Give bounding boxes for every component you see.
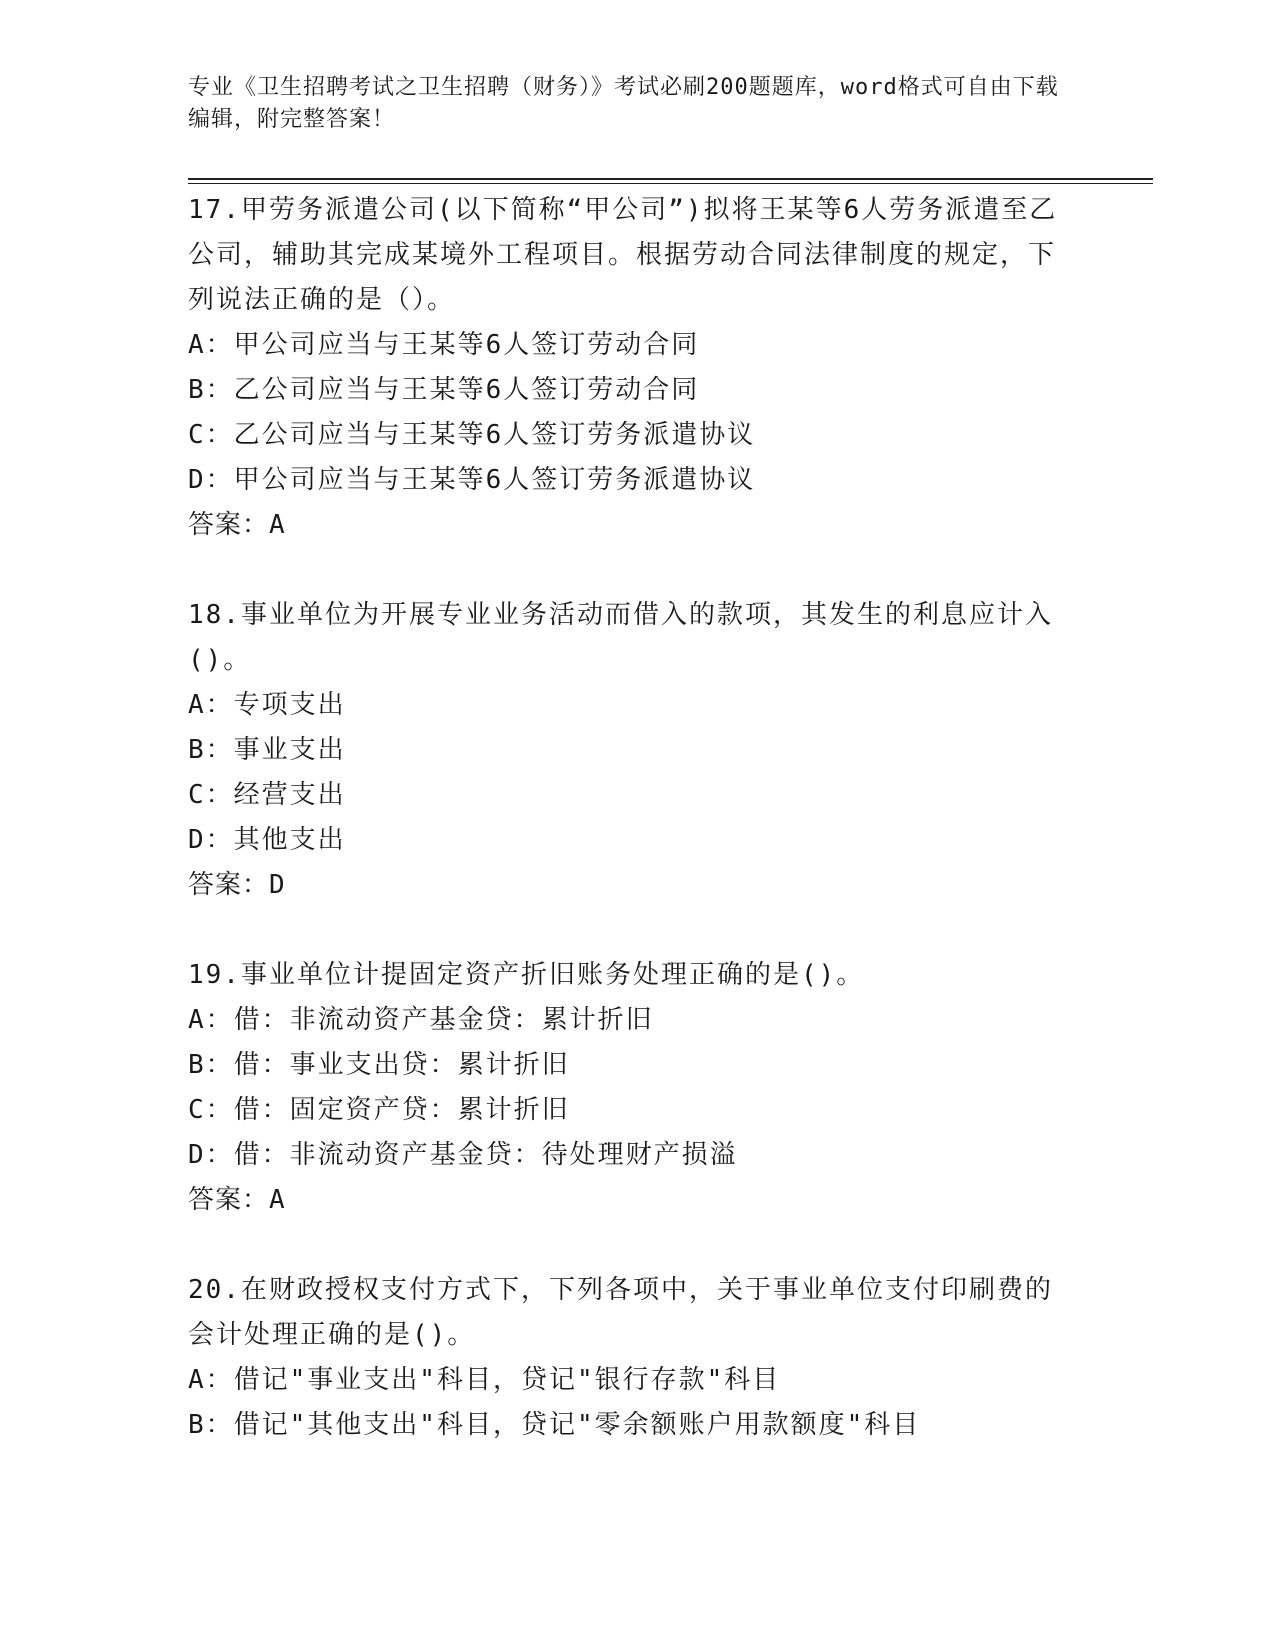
option-a: A：借：非流动资产基金贷：累计折旧 <box>188 1005 654 1035</box>
question-19 <box>188 953 1088 1223</box>
question-list <box>188 188 1088 1493</box>
option-a: A：甲公司应当与王某等6人签订劳动合同 <box>188 330 700 360</box>
option-b: B：借：事业支出贷：累计折旧 <box>188 1050 570 1080</box>
option-a: A：借记"事业支出"科目，贷记"银行存款"科目 <box>188 1365 781 1395</box>
option-c: C：经营支出 <box>188 780 346 810</box>
question-text: 17.甲劳务派遣公司(以下简称“甲公司”)拟将王某等6人劳务派遣至乙公司，辅助其完成某境外工程项目。根据劳动合同法律制度的规定，下列说法正确的是（）。 <box>188 195 1058 315</box>
question-18 <box>188 593 1088 908</box>
question-20 <box>188 1268 1088 1448</box>
option-a: A：专项支出 <box>188 690 346 720</box>
option-d: D：甲公司应当与王某等6人签订劳务派遣协议 <box>188 465 756 495</box>
option-c: C：乙公司应当与王某等6人签订劳务派遣协议 <box>188 420 756 450</box>
header-divider-thick <box>188 178 1153 180</box>
option-b: B：借记"其他支出"科目，贷记"零余额账户用款额度"科目 <box>188 1410 921 1440</box>
document-header: 专业《卫生招聘考试之卫生招聘（财务）》考试必刷200题题库，word格式可自由下载编辑，附完整答案！ <box>188 75 1059 132</box>
answer: 答案：D <box>188 870 286 900</box>
option-d: D：其他支出 <box>188 825 346 855</box>
option-b: B：乙公司应当与王某等6人签订劳动合同 <box>188 375 700 405</box>
option-c: C：借：固定资产贷：累计折旧 <box>188 1095 570 1125</box>
answer: 答案：A <box>188 1185 286 1215</box>
question-text: 18.事业单位为开展专业业务活动而借入的款项，其发生的利息应计入()。 <box>188 600 1053 675</box>
question-17 <box>188 188 1088 548</box>
header-divider-thin <box>188 183 1153 184</box>
question-text: 20.在财政授权支付方式下，下列各项中，关于事业单位支付印刷费的会计处理正确的是()。 <box>188 1275 1053 1350</box>
answer: 答案：A <box>188 510 286 540</box>
question-text: 19.事业单位计提固定资产折旧账务处理正确的是()。 <box>188 960 865 990</box>
option-b: B：事业支出 <box>188 735 346 765</box>
option-d: D：借：非流动资产基金贷：待处理财产损溢 <box>188 1140 738 1170</box>
